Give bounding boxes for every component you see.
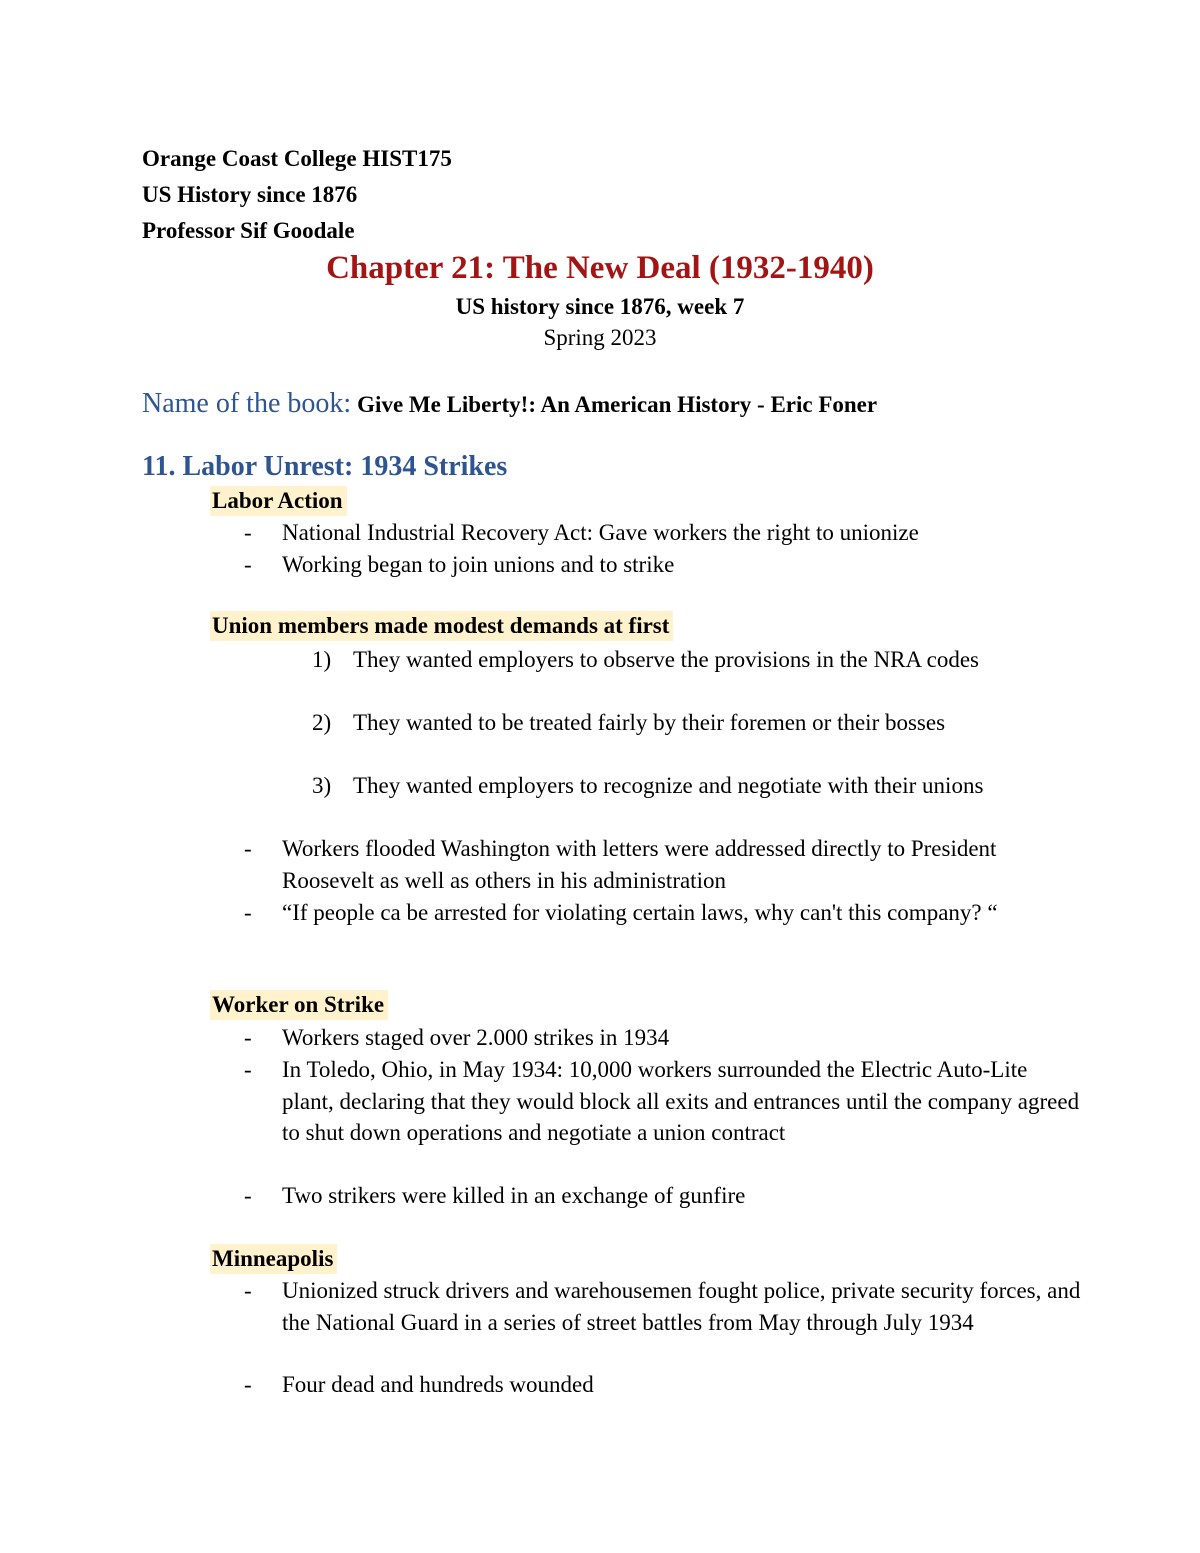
- heading-union-members: Union members made modest demands at first: [210, 611, 673, 641]
- bullet-dash: -: [244, 1372, 252, 1397]
- bullet-dash: -: [244, 1025, 252, 1050]
- course-name: Orange Coast College HIST175: [142, 146, 452, 171]
- book-line: [142, 388, 877, 420]
- bullet-dash: -: [244, 552, 252, 577]
- bullet-dash: -: [244, 1278, 252, 1303]
- term-label: Spring 2023: [543, 325, 657, 350]
- document-page: Orange Coast College HIST175 US History since 1876 Professor Sif Goodale Chapter 21: The New Deal (1932-1940) US history since 1876, week 7 Spring 2023 Name of the book: Give Me Liberty!: An American History - Eric Foner 11. Labor Unrest: 1934 Strikes Labor Action - National Industrial Recovery Act: Gave workers the right to unionize - Working began to join unions and to strike Union members made modest demands at first 1) They wanted employers to observe the provisions in the NRA codes 2) They wanted to be treated fairly by their foremen or their bosses 3) They wanted employers to recognize and negotiate with their unions - Workers flooded Washington with letters were addressed directly to President Roosevelt as well as others in his administration - “If people ca be arrested for violating certain laws, why can't this company? “ Worker on Strike - Workers staged over 2.000 strikes in 1934 - In Toledo, Ohio, in May 1934: 10,000 workers surrounded the Electric Auto-Lite plant, declaring that they would block all exits and entrances until the company agreed to shut down operations and negotiate a union contract - Two strikers were killed in an exchange of gunfire Minneapolis - Unionized struck drivers and warehousemen fought police, private security forces, and the National Guard in a series of street battles from May through July 1934 - Four dead and hundreds wounded: [0, 0, 1200, 1553]
- chapter-title: Chapter 21: The New Deal (1932-1940): [326, 250, 874, 286]
- professor-name: Professor Sif Goodale: [142, 218, 355, 243]
- book-label: Name of the book:: [142, 388, 352, 419]
- bullet-dash: -: [244, 900, 252, 925]
- book-value: Give Me Liberty!: An American History - Eric Foner: [357, 392, 878, 417]
- bullet-dash: -: [244, 1057, 252, 1082]
- heading-labor-action: Labor Action: [210, 486, 347, 516]
- bullet-dash: -: [244, 836, 252, 861]
- heading-minneapolis: Minneapolis: [210, 1244, 337, 1274]
- bullet-dash: -: [244, 1183, 252, 1208]
- section-title: 11. Labor Unrest: 1934 Strikes: [142, 451, 508, 482]
- heading-worker-on-strike: Worker on Strike: [210, 990, 388, 1020]
- course-title: US History since 1876: [142, 182, 358, 207]
- bullet-dash: -: [244, 520, 252, 545]
- chapter-subtitle: US history since 1876, week 7: [455, 294, 745, 319]
